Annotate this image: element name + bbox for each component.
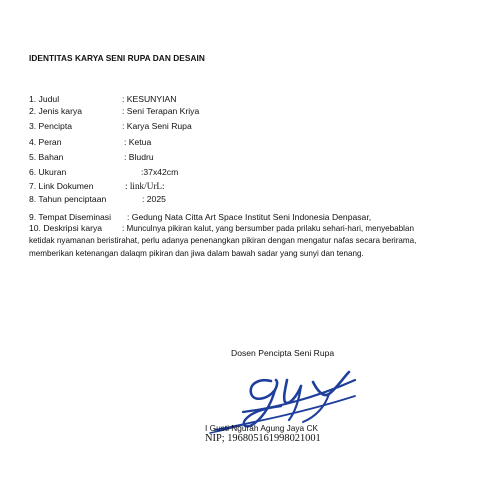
field-label: 5. Bahan bbox=[29, 152, 64, 162]
field-label: 4. Peran bbox=[29, 137, 62, 147]
field-value: : Ketua bbox=[124, 137, 152, 147]
field-value: : Karya Seni Rupa bbox=[122, 121, 192, 131]
signatory-nip: NIP; 196805161998021001 bbox=[205, 433, 321, 444]
field-label: 6. Ukuran bbox=[29, 167, 67, 177]
field-value: : KESUNYIAN bbox=[122, 94, 177, 104]
field-label: 7. Link Dokumen bbox=[29, 181, 94, 191]
description-line: memberikan ketenangan dalaqm pikiran dan jiwa dalam bawah sadar yang sunyi dan tenang. bbox=[29, 249, 364, 258]
field-label: 10. Deskripsi karya bbox=[29, 223, 103, 233]
field-value: : 2025 bbox=[142, 194, 166, 204]
field-value: : Bludru bbox=[124, 152, 154, 162]
field-label: 1. Judul bbox=[29, 94, 60, 104]
field-label: 8. Tahun penciptaan bbox=[29, 194, 107, 204]
field-value: : Munculnya pikiran kalut, yang bersumber pada prilaku sehari-hari, menyebablan bbox=[122, 224, 414, 233]
field-label: 9. Tempat Diseminasi bbox=[29, 212, 111, 222]
signature-role: Dosen Pencipta Seni Rupa bbox=[231, 348, 335, 358]
field-label: 3. Pencipta bbox=[29, 121, 72, 131]
field-value: :37x42cm bbox=[141, 167, 179, 177]
signatory-name: I Gusti Ngurah Agung Jaya CK bbox=[205, 423, 318, 433]
field-value: : link/UrL: bbox=[125, 181, 165, 191]
field-value: : Seni Terapan Kriya bbox=[122, 106, 200, 116]
document-title: IDENTITAS KARYA SENI RUPA DAN DESAIN bbox=[29, 53, 205, 63]
field-label: 2. Jenis karya bbox=[29, 106, 83, 116]
description-line: ketidak nyamanan beristirahat, perlu adanya penenangkan pikiran dengan mengatur nafas secara berirama, bbox=[29, 236, 417, 245]
field-value: : Gedung Nata Citta Art Space Institut Seni Indonesia Denpasar, bbox=[127, 212, 372, 222]
